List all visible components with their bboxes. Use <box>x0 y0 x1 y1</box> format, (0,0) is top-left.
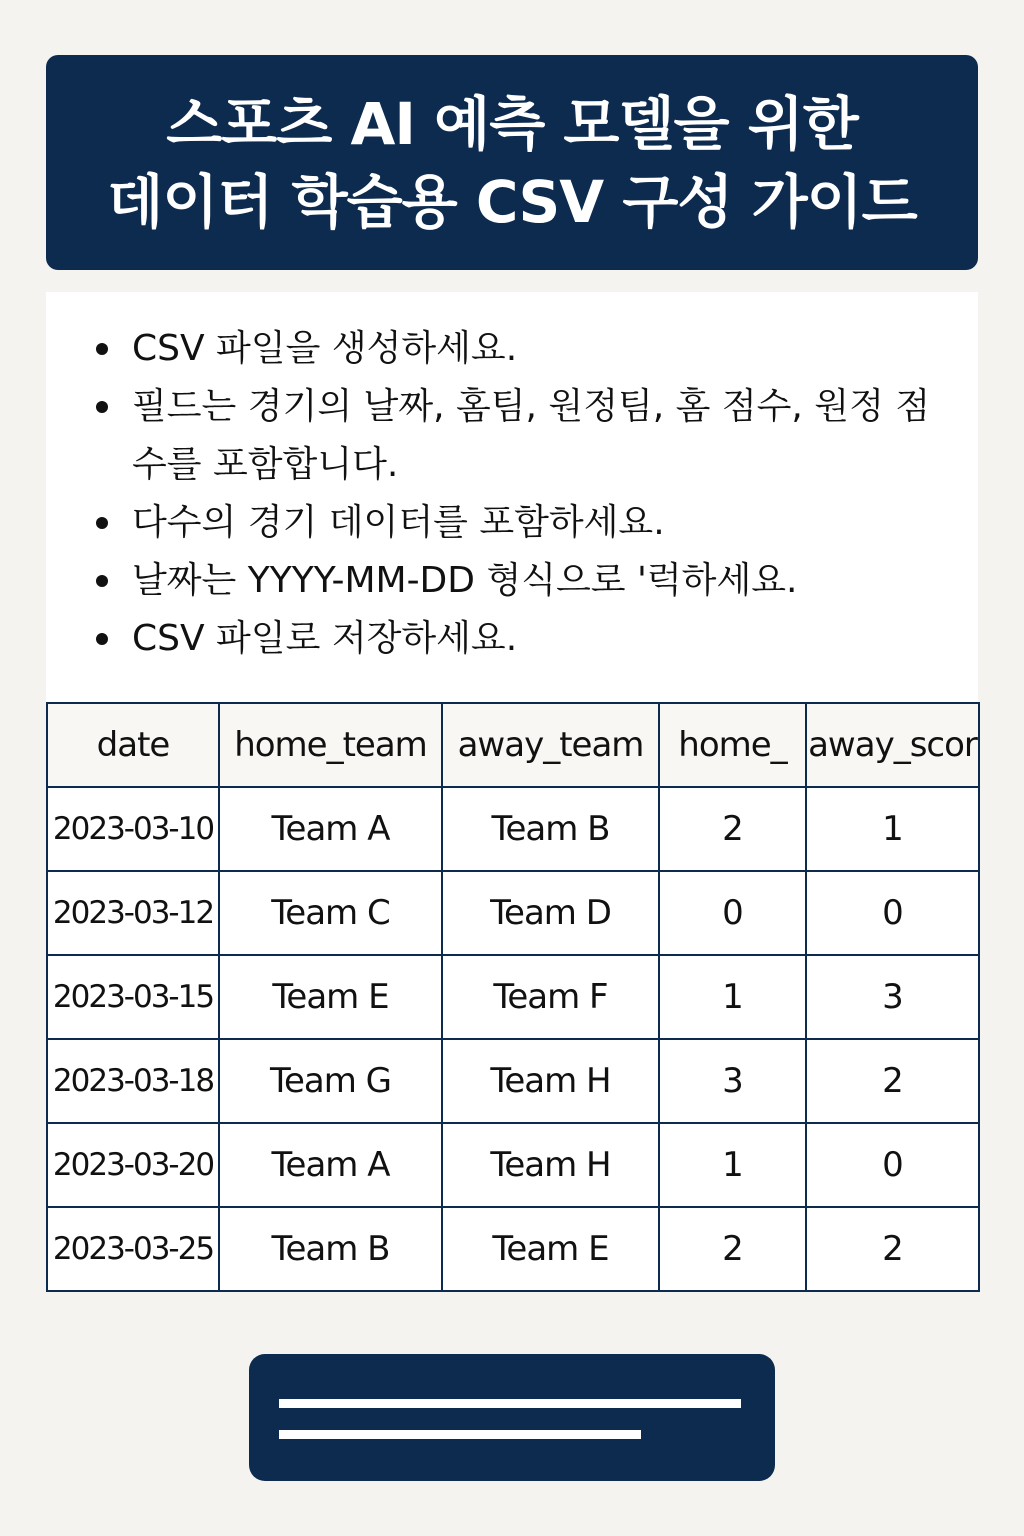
instruction-item <box>94 378 938 494</box>
bullet-icon <box>96 401 108 413</box>
header-away-score: away_scor <box>806 703 979 787</box>
bullet-icon <box>96 575 108 587</box>
cell-home-score: 1 <box>659 955 806 1039</box>
instruction-item <box>94 552 938 610</box>
header-date: date <box>47 703 219 787</box>
cell-away-team: Team D <box>442 871 659 955</box>
cell-away-score: 0 <box>806 1123 979 1207</box>
cell-home-team: Team E <box>219 955 442 1039</box>
cell-away-team: Team H <box>442 1123 659 1207</box>
cell-home-team: Team C <box>219 871 442 955</box>
instruction-text: CSV 파일을 생성하세요. <box>132 328 518 369</box>
cell-home-score: 1 <box>659 1123 806 1207</box>
table-row <box>47 1123 979 1207</box>
table-row <box>47 1207 979 1291</box>
instruction-text: CSV 파일로 저장하세요. <box>132 618 518 659</box>
instruction-item <box>94 610 938 668</box>
table-row <box>47 871 979 955</box>
footer-placeholder-box <box>249 1354 775 1481</box>
cell-away-score: 0 <box>806 871 979 955</box>
cell-date: 2023-03-25 <box>47 1207 219 1291</box>
table-row <box>47 1039 979 1123</box>
instruction-list <box>94 320 938 668</box>
cell-home-score: 0 <box>659 871 806 955</box>
header-home-team: home_team <box>219 703 442 787</box>
header-home-score: home_ <box>659 703 806 787</box>
cell-home-team: Team G <box>219 1039 442 1123</box>
cell-date: 2023-03-12 <box>47 871 219 955</box>
cell-home-team: Team A <box>219 787 442 871</box>
bullet-icon <box>96 633 108 645</box>
cell-home-score: 2 <box>659 1207 806 1291</box>
instruction-text: 다수의 경기 데이터를 포함하세요. <box>132 502 665 543</box>
cell-home-team: Team A <box>219 1123 442 1207</box>
title-line-1: 스포츠 AI 예측 모델을 위한 <box>166 89 858 158</box>
cell-date: 2023-03-20 <box>47 1123 219 1207</box>
cell-away-team: Team H <box>442 1039 659 1123</box>
placeholder-text-line <box>279 1430 641 1439</box>
table-header-row <box>47 703 979 787</box>
instructions-panel <box>46 292 978 702</box>
table-row <box>47 787 979 871</box>
cell-away-score: 3 <box>806 955 979 1039</box>
instruction-text: 필드는 경기의 날짜, 홈팀, 원정팀, 홈 점수, 원정 점수를 포함합니다. <box>132 386 931 485</box>
instruction-text: 날짜는 YYYY-MM-DD 형식으로 '럭하세요. <box>132 560 798 601</box>
bullet-icon <box>96 517 108 529</box>
cell-away-team: Team E <box>442 1207 659 1291</box>
title-banner <box>46 55 978 270</box>
cell-away-team: Team B <box>442 787 659 871</box>
cell-away-score: 1 <box>806 787 979 871</box>
cell-date: 2023-03-18 <box>47 1039 219 1123</box>
header-away-team: away_team <box>442 703 659 787</box>
instruction-item <box>94 494 938 552</box>
csv-sample-table <box>46 702 980 1292</box>
cell-away-team: Team F <box>442 955 659 1039</box>
cell-date: 2023-03-10 <box>47 787 219 871</box>
cell-date: 2023-03-15 <box>47 955 219 1039</box>
instruction-item <box>94 320 938 378</box>
cell-home-score: 2 <box>659 787 806 871</box>
title-line-2: 데이터 학습용 CSV 구성 가이드 <box>107 167 917 236</box>
table-row <box>47 955 979 1039</box>
cell-away-score: 2 <box>806 1039 979 1123</box>
bullet-icon <box>96 343 108 355</box>
placeholder-text-line <box>279 1399 741 1408</box>
cell-home-score: 3 <box>659 1039 806 1123</box>
cell-away-score: 2 <box>806 1207 979 1291</box>
cell-home-team: Team B <box>219 1207 442 1291</box>
